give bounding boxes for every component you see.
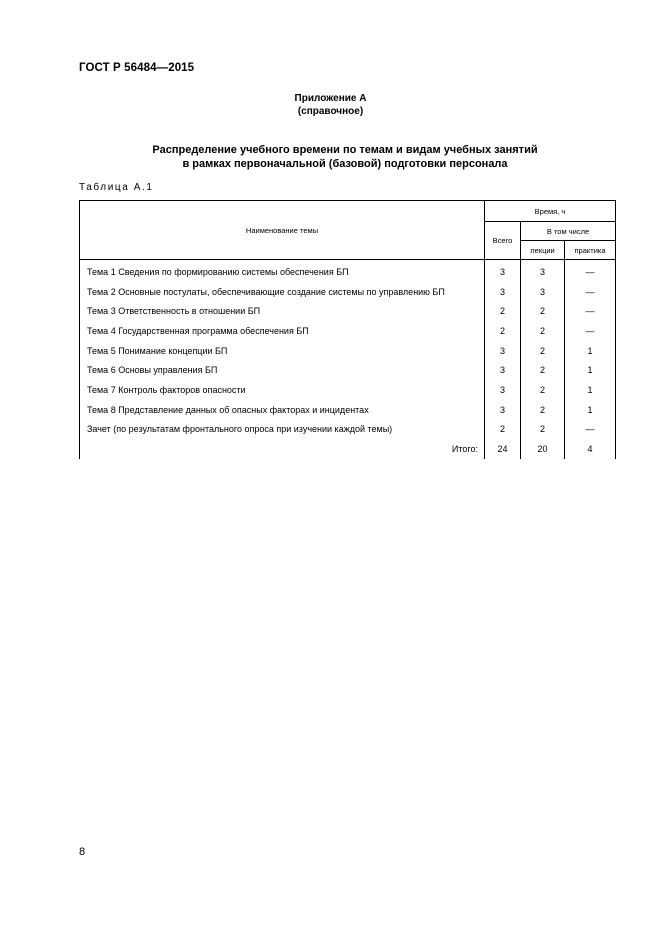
total-hours: 3 (485, 282, 521, 302)
table-label: Таблица А.1 (79, 182, 154, 193)
practice-hours-sum: 4 (565, 439, 616, 459)
practice-hours: — (565, 301, 616, 321)
topic-name: Тема 7 Контроль факторов опасности (80, 380, 485, 400)
section-title-line-1: Распределение учебного времени по темам и видам учебных занятий (152, 144, 538, 156)
topic-name: Тема 8 Представление данных об опасных факторах и инцидентах (80, 400, 485, 420)
table-row (80, 341, 616, 361)
practice-hours: 1 (565, 380, 616, 400)
table-row (80, 260, 616, 282)
practice-hours: 1 (565, 360, 616, 380)
total-hours: 3 (485, 360, 521, 380)
table-row (80, 321, 616, 341)
table-row (80, 420, 616, 440)
total-hours: 3 (485, 260, 521, 282)
total-label: Итого: (80, 439, 485, 459)
header-practice: практика (565, 241, 616, 260)
table-row (80, 282, 616, 302)
header-topic-name: Наименование темы (80, 201, 485, 260)
header-lectures: лекции (521, 241, 565, 260)
topic-name: Зачет (по результатам фронтального опроса при изучении каждой темы) (80, 420, 485, 440)
lecture-hours-sum: 20 (521, 439, 565, 459)
lecture-hours: 2 (521, 301, 565, 321)
topic-name: Тема 5 Понимание концепции БП (80, 341, 485, 361)
topic-name: Тема 4 Государственная программа обеспечения БП (80, 321, 485, 341)
lecture-hours: 2 (521, 400, 565, 420)
lecture-hours: 3 (521, 282, 565, 302)
topic-name: Тема 2 Основные постулаты, обеспечивающие создание системы по управлению БП (80, 282, 485, 302)
topic-name: Тема 1 Сведения по формированию системы обеспечения БП (80, 260, 485, 282)
header-time-hours: Время, ч (485, 201, 616, 222)
lecture-hours: 2 (521, 420, 565, 440)
section-title-line-2: в рамках первоначальной (базовой) подготовки персонала (182, 158, 508, 170)
practice-hours: 1 (565, 400, 616, 420)
header-total: Всего (485, 222, 521, 260)
lecture-hours: 2 (521, 341, 565, 361)
practice-hours: 1 (565, 341, 616, 361)
practice-hours: — (565, 260, 616, 282)
page-number: 8 (79, 846, 86, 858)
total-hours-sum: 24 (485, 439, 521, 459)
appendix-subtitle: (справочное) (297, 106, 364, 117)
lecture-hours: 2 (521, 360, 565, 380)
total-hours: 2 (485, 301, 521, 321)
table-row (80, 301, 616, 321)
total-hours: 2 (485, 420, 521, 440)
study-time-table (79, 200, 616, 459)
practice-hours: — (565, 321, 616, 341)
total-hours: 3 (485, 400, 521, 420)
table-row (80, 360, 616, 380)
header-including: В том числе (521, 222, 616, 241)
table-row (80, 400, 616, 420)
lecture-hours: 3 (521, 260, 565, 282)
total-hours: 2 (485, 321, 521, 341)
practice-hours: — (565, 420, 616, 440)
table-row (80, 380, 616, 400)
topic-name: Тема 3 Ответственность в отношении БП (80, 301, 485, 321)
total-row (80, 439, 616, 459)
total-hours: 3 (485, 380, 521, 400)
appendix-title: Приложение А (294, 93, 367, 104)
document-code: ГОСТ Р 56484—2015 (79, 62, 195, 74)
lecture-hours: 2 (521, 321, 565, 341)
practice-hours: — (565, 282, 616, 302)
topic-name: Тема 6 Основы управления БП (80, 360, 485, 380)
lecture-hours: 2 (521, 380, 565, 400)
total-hours: 3 (485, 341, 521, 361)
